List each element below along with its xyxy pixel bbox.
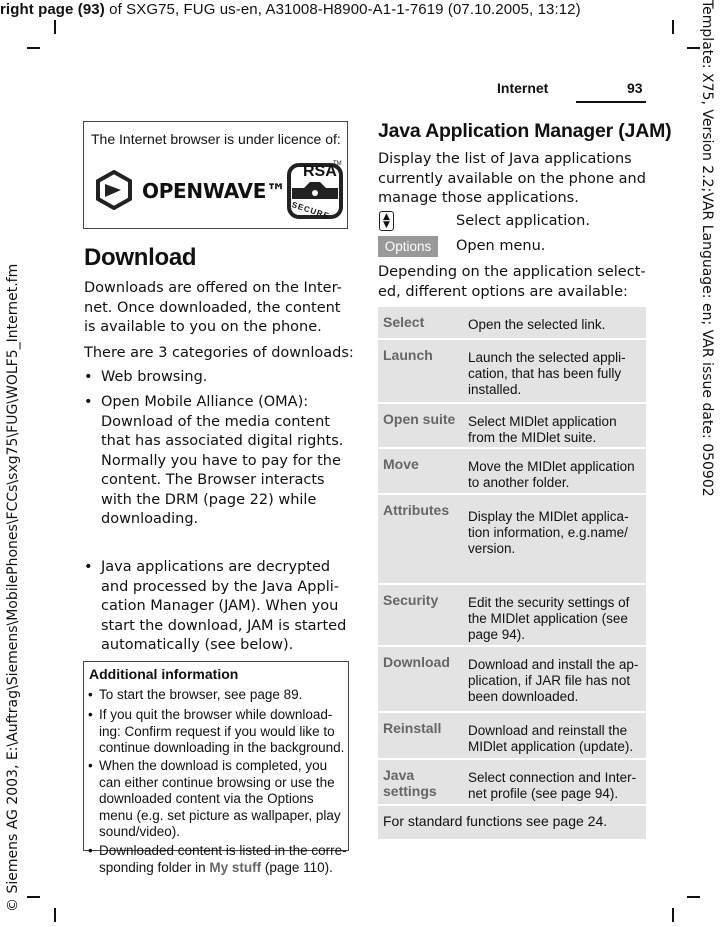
table-row [378,495,646,583]
navigation-key-icon: ▲ ▼ [379,211,394,231]
option-label: Launch [383,347,433,363]
licence-text: The Internet browser is under licence of: [91,131,341,147]
crop-mark [672,908,674,922]
document-info-header: right page (93) of SXG75, FUG us-en, A31008-H8900-A1-1-7619 (07.10.2005, 13:12) [0,1,581,18]
header-rule [576,101,646,103]
download-categories-intro: There are 3 categories of downloads: [84,345,354,361]
table-row [378,760,646,804]
list-item: • Downloaded content is listed in the corre- sponding folder in My stuff (page 110). [88,843,347,875]
list-item: • Java applications are decrypted and processed by the Java Appli- cation Manager (JAM). When you start the download, JAM is started automatically (see below). [84,559,347,653]
template-info: Template: X75, Version 2.2;VAR Language: en; VAR issue date: 050902 [699,0,715,497]
openwave-logo: OPENWAVE™ [142,179,286,203]
option-description: Download and reinstall the MIDlet application (update). [468,723,634,754]
table-row [378,713,646,758]
rsa-logo-text: RSA [303,163,337,180]
bullet-icon: • [84,559,93,575]
jam-intro: Display the list of Java applications currently available on the phone and manage those applications. [378,151,646,206]
table-row [378,449,646,493]
table-footer-row [378,806,646,839]
additional-info-title: Additional information [89,666,239,682]
option-description: Open the selected link. [468,317,606,332]
option-description: Launch the selected appli- cation, that has been fully installed. [468,350,626,397]
option-description: Edit the security settings of the MIDlet application (see page 94). [468,595,630,642]
table-row [378,647,646,711]
option-label: Attributes [383,502,450,518]
standard-functions-note: For standard functions see page 24. [383,813,608,829]
option-description: Select connection and Inter- net profile (see page 94). [468,770,637,801]
rsa-trademark: TM [333,161,342,167]
table-row [378,307,646,338]
crop-mark [54,908,56,922]
option-label: Java settings [383,767,437,799]
table-row [378,340,646,402]
additional-info-box [83,661,349,875]
page-section-title: Internet [497,80,549,96]
select-application-text: Select application. [456,213,590,229]
option-label: Select [383,314,425,330]
page-number: 93 [627,80,643,96]
option-label: Open suite [383,411,456,427]
option-description: Move the MIDlet application to another folder. [468,459,635,490]
crop-mark [687,896,700,898]
bullet-icon: • [88,843,93,858]
options-intro: Depending on the application select- ed, different options are available: [378,264,646,300]
option-description: Select MIDlet application from the MIDlet suite. [468,414,617,445]
openwave-logo-icon [94,170,134,210]
table-row [378,404,646,447]
bullet-icon: • [88,687,93,702]
download-heading: Download [84,244,197,271]
option-description: Display the MIDlet applica- tion information, e.g.name/ version. [468,509,629,556]
list-item: • If you quit the browser while download- ing: Confirm request if you would like to continue downloading in the background. [88,707,345,755]
list-item: • Web browsing. [101,368,207,388]
crop-mark [27,47,40,49]
bullet-icon: • [84,394,93,410]
option-label: Move [383,456,419,472]
option-description: Download and install the ap- plication, if JAR file has not been downloaded. [468,657,639,704]
option-label: Security [383,592,439,608]
jam-heading: Java Application Manager (JAM) [378,120,672,142]
option-label: Download [383,654,450,670]
list-item: • To start the browser, see page 89. [88,687,303,702]
bullet-icon: • [88,758,93,773]
options-softkey[interactable]: Options [378,236,438,257]
copyright-path: © Siemens AG 2003, E:\Auftrag\Siemens\MobilePhones\FCCs\sxg75\FUG\WOLF5_Internet.fm [5,263,21,912]
download-intro: Downloads are offered on the Inter- net. Once downloaded, the content is available to you on the phone. [84,280,342,335]
open-menu-text: Open menu. [456,238,546,254]
crop-mark [27,896,40,898]
my-stuff-link[interactable]: My stuff [209,859,262,875]
list-item: • Open Mobile Alliance (OMA): Download of the media content that has associated digital rights. Normally you have to pay for the content. The Browser interacts with the DRM (page 22) while downloading. [84,394,344,527]
table-row [378,585,646,645]
bullet-icon: • [88,707,93,722]
licence-box [83,121,348,229]
rsa-secure-ring-text: SECURE [290,200,331,221]
list-item: • When the download is completed, you can either continue browsing or use the downloaded content via the Options menu (e.g. set picture as wallpaper, play sound/video). [88,758,341,839]
crop-mark [54,20,56,34]
crop-mark [672,20,674,34]
bullet-icon: • [84,369,93,385]
option-label: Reinstall [383,720,442,736]
